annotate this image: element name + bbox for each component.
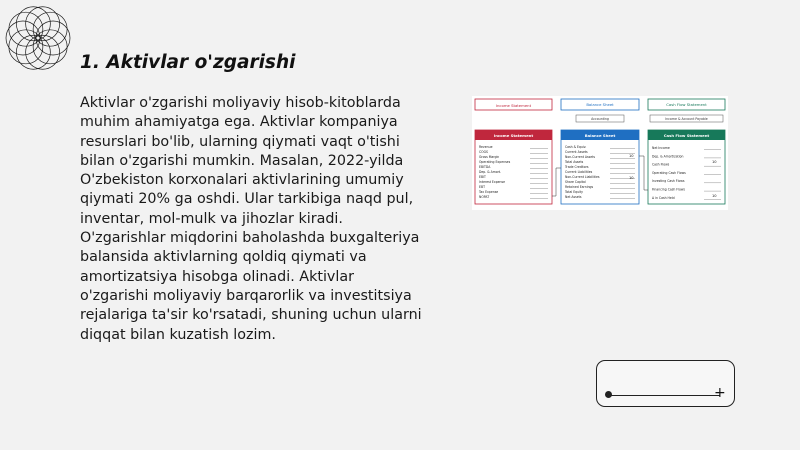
balance-row-label: Retained Earnings xyxy=(565,185,594,189)
cashflow-row-label: Δ in Cash Held xyxy=(652,195,675,200)
balance-row-label: Net Assets xyxy=(565,195,582,199)
income-row-label: Interest Expense xyxy=(479,180,506,184)
financial-statements-diagram xyxy=(472,96,728,210)
cash-flow-panel xyxy=(648,130,725,204)
slide-body-text: Aktivlar o'zgarishi moliyaviy hisob-kitoblarda muhim ahamiyatga ega. Aktivlar kompaniya resurslari bo'lib, ularning qiymati vaqt o'tishi bilan o'zgarishi mumkin. Masalan, 2022-yilda O'zbekiston korxonalari aktivlarining umumiy qiymati 20% ga oshdi. Ular tarkibiga naqd pul, inventar, mol-mulk va jihozlar kiradi. O'zgarishlar miqdorini baholashda buxgalteriya balansida aktivlarning qoldiq qiymati va amortizatsiya hisobga olinadi. Aktivlar o'zgarishi moliyaviy barqarorlik va investitsiya rejalariga ta'sir ko'rsatadi, shuning uchun ularni diqqat bilan kuzatish lozim. xyxy=(80,95,422,343)
cashflow-row-label: Cash Flows xyxy=(652,162,670,167)
income-row-label: Revenue xyxy=(479,145,493,149)
cashflow-row-label: Investing Cash Flows xyxy=(652,179,685,184)
timeline-slider-card[interactable] xyxy=(596,360,735,407)
tab-balance-sheet xyxy=(561,99,639,122)
balance-row-label: Current Liabilities xyxy=(565,170,593,174)
tab-cash-flow-statement xyxy=(648,99,725,122)
income-row-label: EBITDA xyxy=(479,165,491,169)
tab-balance-sheet-label: Balance Sheet xyxy=(586,102,614,107)
tab-cash-flow-label: Cash Flow Statement xyxy=(666,102,707,107)
income-row-label: Gross Margin xyxy=(479,155,500,159)
income-row-label: NOPAT xyxy=(479,195,490,199)
income-panel-header: Income Statement xyxy=(493,132,534,138)
cashflow-row-label: Financing Cash Flows xyxy=(652,187,685,192)
balance-row-label: Total Assets xyxy=(565,160,584,164)
tab-income-statement xyxy=(475,99,552,110)
income-row-label: EBIT xyxy=(479,175,486,179)
cash-value-1: 10 xyxy=(712,160,717,164)
tab-income-statement-label: Income Statement xyxy=(495,102,532,108)
slide-title: 1. Aktivlar o'zgarishi xyxy=(80,52,296,73)
balance-row-label: Share Capital xyxy=(565,180,586,184)
balance-row-label: Cash & Equiv. xyxy=(565,145,587,149)
balance-panel-header: Balance Sheet xyxy=(584,132,616,138)
balance-value-2: 10 xyxy=(629,176,634,180)
income-row-label: Dep. & Amort. xyxy=(479,170,502,174)
cashflow-row-label: Net Income xyxy=(652,146,670,150)
cash-value-2: 10 xyxy=(712,194,717,198)
cash-panel-header: Cash Flow Statement xyxy=(663,132,710,138)
slider-start-knob[interactable] xyxy=(605,391,612,398)
slider-track[interactable] xyxy=(609,395,720,396)
cashflow-row-label: Dep. & Amortization xyxy=(652,154,684,159)
balance-row-label: Current Assets xyxy=(565,150,588,154)
geometric-rosette-logo xyxy=(4,4,72,72)
balance-accounting-field: Accounting xyxy=(591,117,609,122)
income-statement-panel xyxy=(475,130,552,204)
balance-value-1: 10 xyxy=(629,154,634,158)
cashflow-row-label: Operating Cash Flows xyxy=(652,170,686,175)
income-row-label: COGS xyxy=(479,150,488,154)
income-row-label: Operating Expenses xyxy=(479,160,511,164)
balance-row-label: Non-Current Liabilities xyxy=(565,175,600,179)
balance-row-label: Trade Creditors xyxy=(565,165,589,169)
cash-income-field: Income & Account Payable xyxy=(665,117,708,122)
income-row-label: EBT xyxy=(479,185,485,189)
income-row-label: Tax Expense xyxy=(479,190,499,194)
balance-row-label: Non-Current Assets xyxy=(565,155,595,159)
plus-icon[interactable]: + xyxy=(714,385,726,401)
balance-sheet-panel xyxy=(561,130,639,204)
balance-row-label: Total Equity xyxy=(565,190,583,194)
